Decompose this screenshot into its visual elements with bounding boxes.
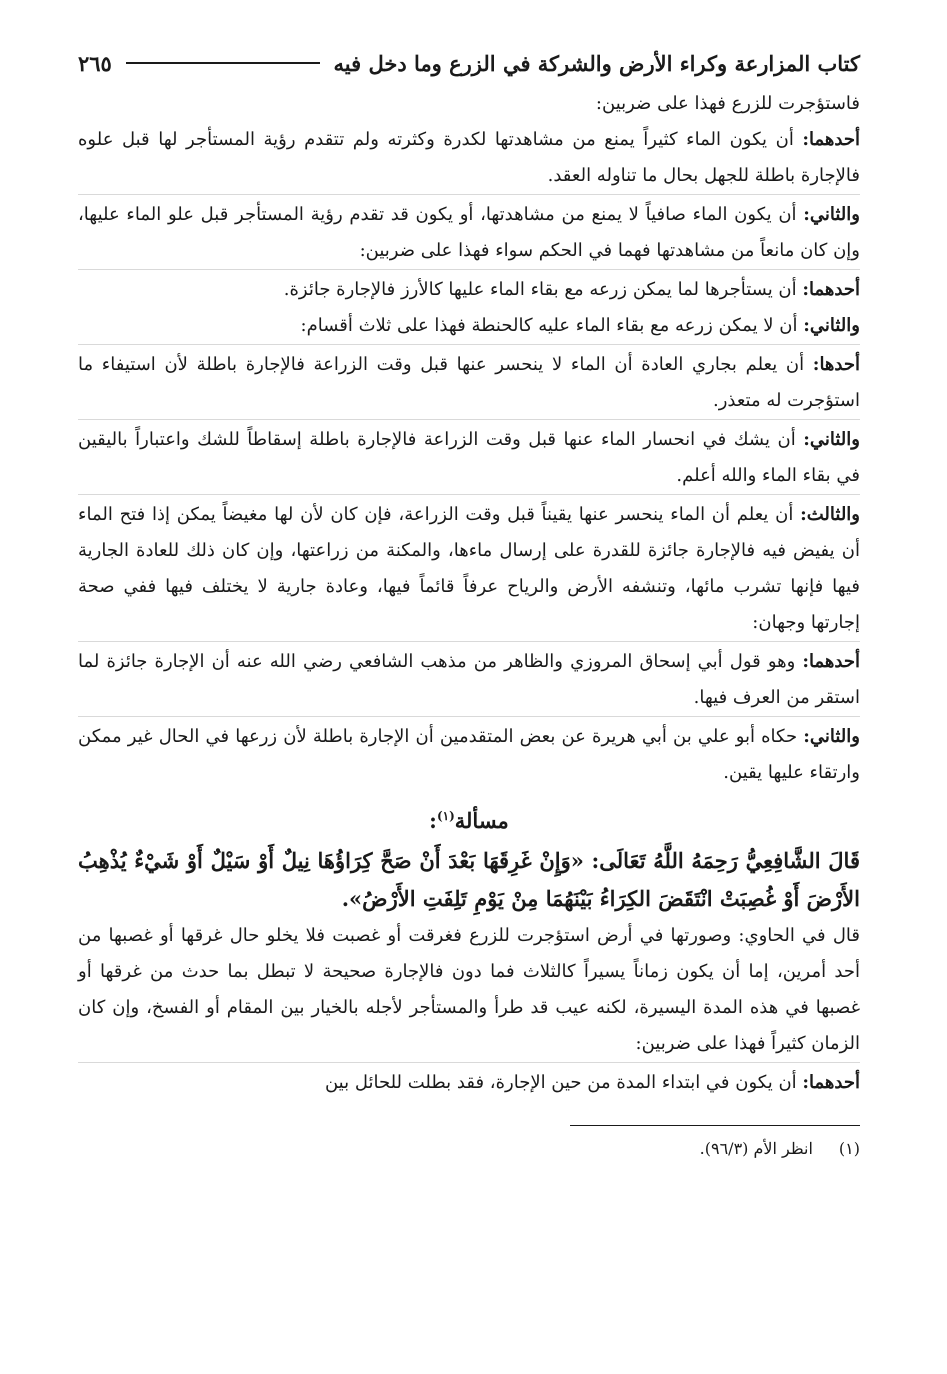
paragraph	[78, 122, 860, 194]
shafii-quote: قَالَ الشَّافِعِيُّ رَحِمَهُ اللَّهُ تَعَالَى: «وَإِنْ غَرِقَهَا بَعْدَ أَنْ صَحَّ كِرَاؤُهَا نِيلٌ أَوْ سَيْلٌ أَوْ شَيْءٌ يُذْهِبُ الأَرْضَ أَوْ غُصِبَتْ انْتَقَضَ الكِرَاءُ بَيْنَهُمَا مِنْ يَوْمِ تَلِفَتِ الأَرْضُ».	[78, 848, 860, 911]
paragraph	[78, 641, 860, 716]
paragraph	[78, 419, 860, 494]
paragraph-text: أن يكون الماء صافياً لا يمنع من مشاهدتها، أو يكون قد تقدم رؤية المستأجر قبل علو الماء عليها، وإن كان مانعاً من مشاهدتها فهما في الحكم سواء فهذا على ضربين:	[78, 204, 860, 261]
paragraph-text: أن يعلم بجاري العادة أن الماء لا ينحسر عنها قبل وقت الزراعة فالإجارة باطلة لأن استيفاء ما استؤجرت له متعذر.	[78, 354, 860, 411]
running-header	[78, 40, 860, 86]
paragraph	[78, 918, 860, 1062]
paragraph-lead: أحدهما:	[802, 1072, 860, 1093]
paragraph-text: أن يشك في انحسار الماء عنها قبل وقت الزراعة فالإجارة باطلة إسقاطاً للشك واعتباراً باليقين في بقاء الماء والله أعلم.	[78, 429, 860, 486]
paragraph-lead: والثاني:	[803, 315, 860, 336]
page-number: ٢٦٥	[78, 50, 112, 76]
paragraph-lead: أحدهما:	[802, 279, 860, 300]
section-heading	[78, 797, 860, 840]
paragraph-lead: والثاني:	[803, 204, 860, 225]
paragraph	[78, 494, 860, 641]
paragraph-lead: أحدها:	[812, 354, 860, 375]
section-heading-colon: :	[429, 808, 437, 833]
paragraph	[78, 344, 860, 419]
paragraph-text: وهو قول أبي إسحاق المروزي والظاهر من مذهب الشافعي رضي الله عنه أن الإجارة جائزة لما استقر من العرف فيها.	[78, 651, 860, 708]
book-page	[78, 40, 860, 1340]
footnote-marker: (١)	[436, 809, 455, 823]
footnote-number: (١)	[838, 1139, 860, 1158]
footnote	[78, 1134, 860, 1164]
paragraph-text: حكاه أبو علي بن أبي هريرة عن بعض المتقدمين أن الإجارة باطلة لأن زرعها في الحال غير ممكن وارتقاء عليها يقين.	[78, 726, 860, 783]
paragraph-lead: والثاني:	[803, 429, 860, 450]
page-body	[78, 86, 860, 1164]
header-rule	[126, 62, 320, 64]
section-heading-text: مسألة	[454, 808, 509, 833]
paragraph	[78, 1062, 860, 1101]
paragraph-text: أن يكون في ابتداء المدة من حين الإجارة، فقد بطلت للحائل بين	[324, 1072, 803, 1093]
paragraph-lead: والثاني:	[803, 726, 860, 747]
paragraph-lead: والثالث:	[800, 504, 860, 525]
paragraph-lead: أحدهما:	[802, 651, 860, 672]
paragraph	[78, 86, 860, 122]
paragraph-text: فاستؤجرت للزرع فهذا على ضربين:	[595, 93, 860, 114]
paragraph-lead: أحدهما:	[802, 129, 860, 150]
paragraph	[78, 194, 860, 269]
paragraph-text: أن يستأجرها لما يمكن زرعه مع بقاء الماء عليها كالأرز فالإجارة جائزة.	[283, 279, 803, 300]
footnote-rule	[570, 1125, 860, 1126]
paragraph-text: أن يكون الماء كثيراً يمنع من مشاهدتها لكدرة وكثرته ولم تتقدم رؤية المستأجر لها قبل علوه فالإجارة باطلة للجهل بحال ما تناوله العقد.	[78, 129, 860, 186]
paragraph-text: قال في الحاوي: وصورتها في أرض استؤجرت للزرع فغرقت أو غصبت فلا يخلو حال غرقها أو غصبها من أحد أمرين، إما أن يكون زماناً يسيراً كالثلاث فما دون فالإجارة صحيحة لا تبطل بما حدث من غرقها أو غصبها في هذه المدة اليسيرة، لكنه عيب قد طرأ والمستأجر لأجله بالخيار بين المقام أو الفسخ، وإن كان الزمان كثيراً فهذا على ضربين:	[78, 925, 860, 1054]
paragraph	[78, 716, 860, 791]
paragraph-text: أن يعلم أن الماء ينحسر عنها يقيناً قبل وقت الزراعة، فإن كان لأن لها مغيضاً يمكن إذا فتح الماء أن يفيض فيه فالإجارة جائزة للقدرة على إرسال ماءها، والمكنة من زراعتها، وإن كان ذلك للعادة الجارية فيها فإنها تشرب مائها، وتنشفه الأرض والرياح عرفاً قائماً فيها، وعادة جارية لا يختلف فيها ففي صحة إجارتها وجهان:	[78, 504, 860, 633]
paragraph	[78, 269, 860, 308]
paragraph-text: أن لا يمكن زرعه مع بقاء الماء عليه كالحنطة فهذا على ثلاث أقسام:	[300, 315, 804, 336]
header-title: كتاب المزارعة وكراء الأرض والشركة في الزرع وما دخل فيه	[333, 50, 860, 76]
footnote-text: انظر الأم (٩٦/٣).	[699, 1139, 813, 1158]
paragraph	[78, 308, 860, 344]
